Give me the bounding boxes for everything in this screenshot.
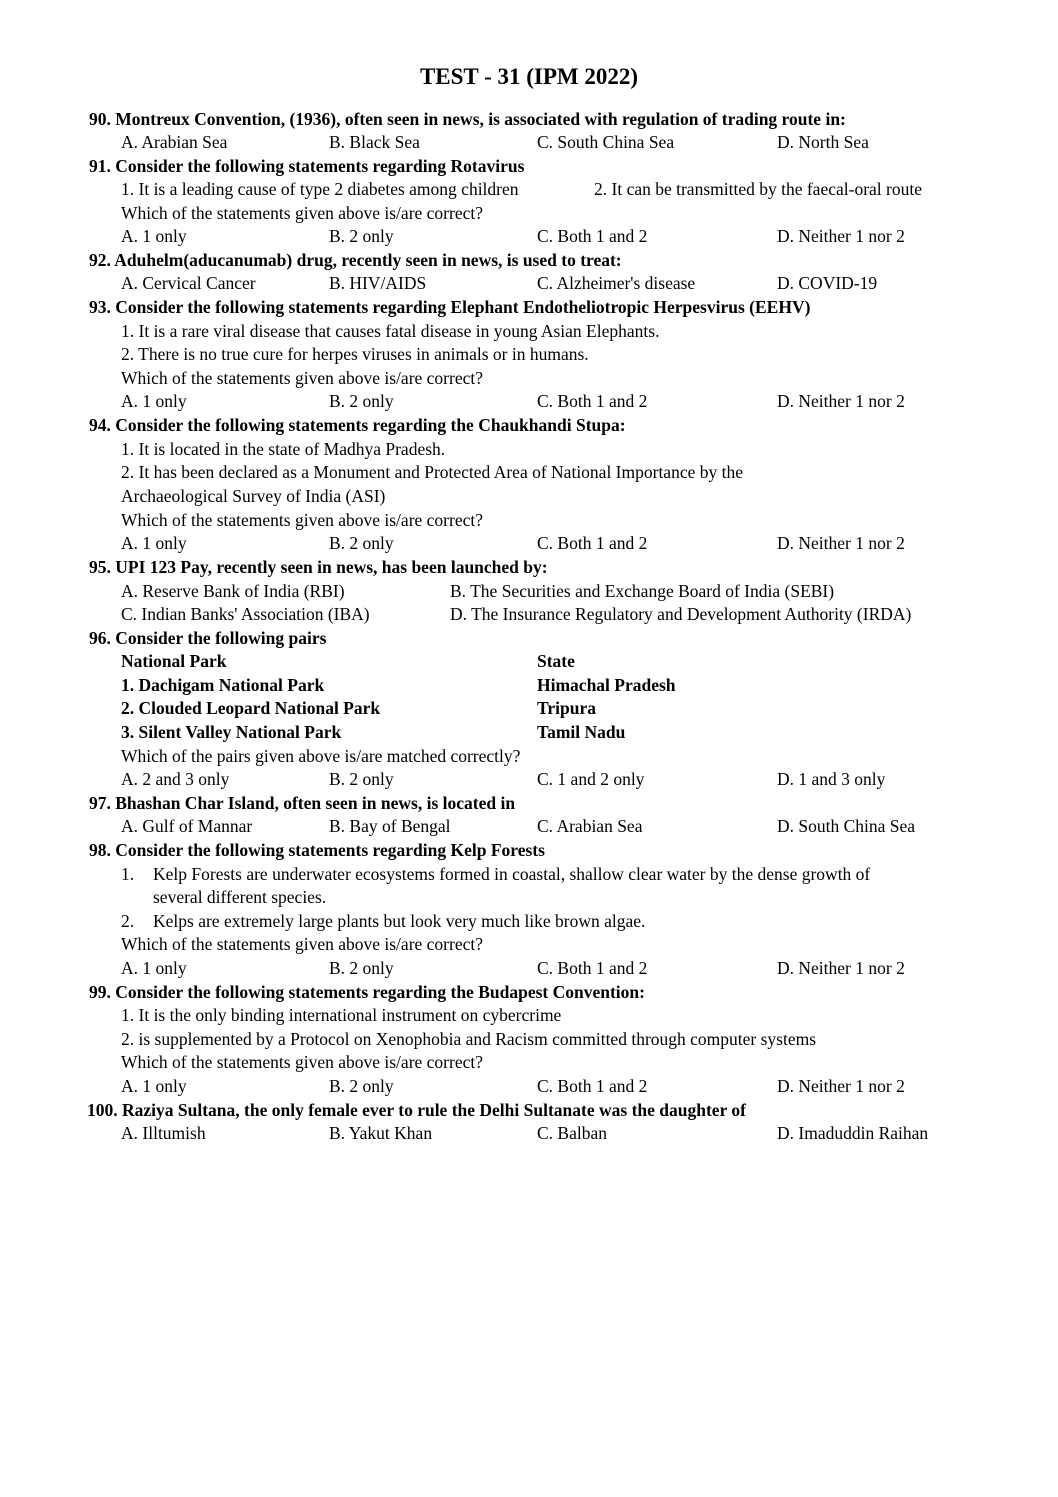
option-a: A. Reserve Bank of India (RBI)	[121, 581, 345, 601]
statement-1: 1. It is a leading cause of type 2 diabetes among children	[121, 179, 519, 199]
question-97: 97. Bhashan Char Island, often seen in news, is located in	[89, 793, 516, 813]
pairs-header-state: State	[537, 651, 575, 671]
option-c: C. Indian Banks' Association (IBA)	[121, 604, 370, 624]
option-c: C. South China Sea	[537, 132, 675, 152]
option-d: D. Imaduddin Raihan	[777, 1123, 929, 1143]
statement-2: 2. There is no true cure for herpes viruses in animals or in humans.	[121, 344, 589, 364]
option-a: A. 1 only	[121, 1076, 187, 1096]
option-d: D. Neither 1 nor 2	[777, 1076, 905, 1096]
option-d: D. South China Sea	[777, 816, 916, 836]
statement-prompt: Which of the statements given above is/are correct?	[121, 934, 483, 954]
option-b: B. 2 only	[329, 226, 394, 246]
option-c: C. Both 1 and 2	[537, 391, 648, 411]
option-c: C. Both 1 and 2	[537, 533, 648, 553]
statement-1-continued: several different species.	[153, 887, 327, 907]
option-c: C. Arabian Sea	[537, 816, 643, 836]
option-b: B. Black Sea	[329, 132, 420, 152]
statement-2: 2. is supplemented by a Protocol on Xenophobia and Racism committed through computer systems	[121, 1029, 817, 1049]
question-91: 91. Consider the following statements regarding Rotavirus	[89, 156, 525, 176]
option-a: A. Illtumish	[121, 1123, 206, 1143]
option-a: A. 1 only	[121, 226, 187, 246]
statement-number: 2.	[121, 911, 135, 931]
question-100: 100. Raziya Sultana, the only female ever to rule the Delhi Sultanate was the daughter of	[87, 1100, 746, 1120]
option-b: B. 2 only	[329, 769, 394, 789]
option-a: A. 1 only	[121, 958, 187, 978]
pair-park: 2. Clouded Leopard National Park	[121, 698, 381, 718]
option-d: D. COVID-19	[777, 273, 878, 293]
option-d: D. Neither 1 nor 2	[777, 958, 905, 978]
statement-prompt: Which of the statements given above is/are correct?	[121, 510, 483, 530]
option-c: C. Balban	[537, 1123, 607, 1143]
option-c: C. 1 and 2 only	[537, 769, 645, 789]
statement-2: Kelps are extremely large plants but look very much like brown algae.	[153, 911, 646, 931]
option-a: A. Cervical Cancer	[121, 273, 256, 293]
option-b: B. 2 only	[329, 391, 394, 411]
question-93: 93. Consider the following statements regarding Elephant Endotheliotropic Herpesvirus (EEHV)	[89, 297, 811, 317]
question-95: 95. UPI 123 Pay, recently seen in news, has been launched by:	[89, 557, 548, 577]
pair-state: Tamil Nadu	[537, 722, 626, 742]
option-a: A. Gulf of Mannar	[121, 816, 253, 836]
question-92: 92. Aduhelm(aducanumab) drug, recently seen in news, is used to treat:	[89, 250, 622, 270]
option-a: A. Arabian Sea	[121, 132, 228, 152]
option-c: C. Both 1 and 2	[537, 1076, 648, 1096]
statement-1: 1. It is a rare viral disease that causes fatal disease in young Asian Elephants.	[121, 321, 660, 341]
question-94: 94. Consider the following statements regarding the Chaukhandi Stupa:	[89, 415, 626, 435]
statement-1: Kelp Forests are underwater ecosystems formed in coastal, shallow clear water by the dense growth of	[153, 864, 871, 884]
option-c: C. Alzheimer's disease	[537, 273, 696, 293]
option-b: B. Bay of Bengal	[329, 816, 451, 836]
pair-park: 1. Dachigam National Park	[121, 675, 325, 695]
pair-park: 3. Silent Valley National Park	[121, 722, 342, 742]
statement-prompt: Which of the pairs given above is/are matched correctly?	[121, 746, 521, 766]
option-b: B. Yakut Khan	[329, 1123, 433, 1143]
option-d: D. North Sea	[777, 132, 869, 152]
question-90: 90. Montreux Convention, (1936), often seen in news, is associated with regulation of trading route in:	[89, 109, 846, 129]
option-d: D. Neither 1 nor 2	[777, 533, 905, 553]
option-b: B. 2 only	[329, 958, 394, 978]
option-d: D. Neither 1 nor 2	[777, 226, 905, 246]
statement-2-continued: Archaeological Survey of India (ASI)	[121, 486, 386, 506]
statement-prompt: Which of the statements given above is/are correct?	[121, 368, 483, 388]
question-96: 96. Consider the following pairs	[89, 628, 327, 648]
statement-2: 2. It has been declared as a Monument and Protected Area of National Importance by the	[121, 462, 743, 482]
option-b: B. 2 only	[329, 533, 394, 553]
option-b: B. HIV/AIDS	[329, 273, 427, 293]
option-d: D. The Insurance Regulatory and Development Authority (IRDA)	[450, 604, 912, 624]
option-b: B. 2 only	[329, 1076, 394, 1096]
question-98: 98. Consider the following statements regarding Kelp Forests	[89, 840, 545, 860]
statement-prompt: Which of the statements given above is/are correct?	[121, 203, 483, 223]
option-c: C. Both 1 and 2	[537, 958, 648, 978]
option-c: C. Both 1 and 2	[537, 226, 648, 246]
pair-state: Tripura	[537, 698, 596, 718]
question-99: 99. Consider the following statements regarding the Budapest Convention:	[89, 982, 645, 1002]
option-d: D. 1 and 3 only	[777, 769, 886, 789]
page-title: TEST - 31 (IPM 2022)	[419, 64, 639, 89]
statement-1: 1. It is located in the state of Madhya Pradesh.	[121, 439, 446, 459]
option-b: B. The Securities and Exchange Board of India (SEBI)	[450, 581, 835, 601]
statement-2: 2. It can be transmitted by the faecal-oral route	[594, 179, 922, 199]
statement-1: 1. It is the only binding international instrument on cybercrime	[121, 1005, 562, 1025]
pair-state: Himachal Pradesh	[537, 675, 676, 695]
statement-number: 1.	[121, 864, 135, 884]
pairs-header-park: National Park	[121, 651, 227, 671]
option-a: A. 1 only	[121, 533, 187, 553]
option-a: A. 1 only	[121, 391, 187, 411]
statement-prompt: Which of the statements given above is/are correct?	[121, 1052, 483, 1072]
option-a: A. 2 and 3 only	[121, 769, 230, 789]
option-d: D. Neither 1 nor 2	[777, 391, 905, 411]
